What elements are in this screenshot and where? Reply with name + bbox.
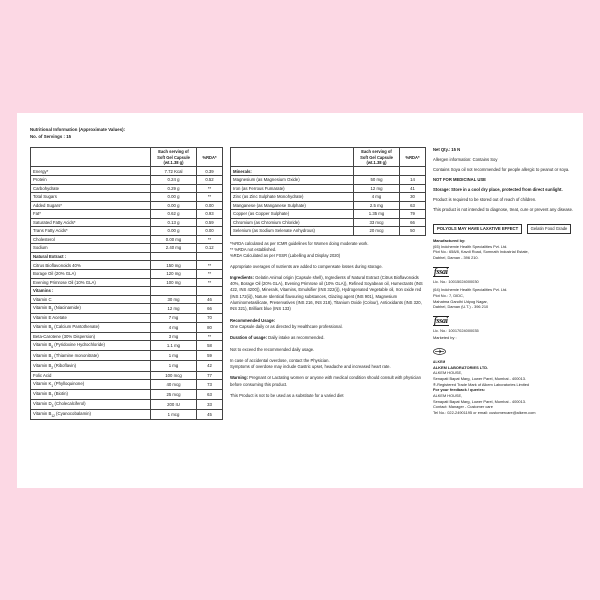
table-row (31, 278, 223, 287)
table-row (31, 304, 223, 314)
product-label-panel (17, 113, 583, 488)
nutrient-rda (400, 167, 426, 176)
nutrient-rda: 59 (197, 351, 223, 361)
nutrient-amount: 0.00 g (151, 193, 197, 202)
nutrient-amount: 1 mg (151, 351, 197, 361)
table-row (31, 167, 223, 176)
nutrient-amount: 0.00 g (151, 227, 197, 236)
nutrient-rda: 70 (197, 314, 223, 323)
alkem-logo-icon (433, 342, 579, 360)
table-row (31, 235, 223, 244)
nutrient-name: Vitamin C (31, 295, 151, 304)
mfr2-line2: Plot No.: 7, DIDC, (433, 292, 464, 298)
serving-header-line1-min: Each serving of (361, 149, 392, 155)
nutrient-name: Selenium (as Sodium Selenate Anhydrous) (231, 227, 354, 236)
company-address (433, 370, 579, 381)
duration-text: Daily intake as recommended. (267, 335, 325, 341)
fssai-logo-1: fssai (434, 266, 448, 276)
nutrient-rda: 79 (400, 210, 426, 219)
feedback-label: For your feedback / queries: (433, 387, 486, 393)
storage-instructions: Storage: Store in a cool dry place, protected from direct sunlight. (433, 187, 563, 193)
feedback-line3: Contact: Manager - Customer care (433, 404, 493, 410)
nutrient-amount: 1.1 mg (151, 341, 197, 351)
ingredients-text: Gelatin Animal origin (Capsule shell), Ingredients of Natural Extract (Citrus Bioflavonoids 40%, Borage Oil (20% GLA), Evening Primrose oil (10% GLA)), Refined Soyabean oil, Humectants (INS 422, INS 4200)), Minerals, Vitamins, Emulsifier (INS 322(i)), Hydrogenated Vegetable oil, Iron oxide red (INS 172(ii)), Nature Identical flavouring substances, Glazing agent (INS 901), Magnesium Aluminometasilicate, Preservatives (INS 216, INS 218), Titanium Oxide (Colour), Antioxidants (INS 320, INS 321), Brilliant blue (INS 133) (230, 274, 423, 312)
serving-header-line3-min: (wt.1.38 g) (366, 160, 387, 166)
nutrient-name: Saturated Fatty Acids* (31, 218, 151, 227)
alkem-wordmark: ALKEM (433, 360, 446, 365)
usage-label: Recommended Usage: (230, 317, 276, 323)
footnote-not-established: ** %RDA not established. (230, 246, 277, 252)
table-row (31, 184, 223, 193)
serving-header-line2: Soft Gel Capsule (157, 154, 190, 160)
table-row (231, 175, 426, 184)
nutrient-name: Total Sugars (31, 193, 151, 202)
nutrient-rda: 58 (197, 341, 223, 351)
manufacturer-1-address (433, 244, 579, 261)
nutrient-rda: 33 (197, 400, 223, 410)
nutrient-name: Vitamin $B_7$ (Biotin) (31, 390, 151, 400)
feedback-line1: ALKEM HOUSE, (433, 392, 463, 398)
label-columns (30, 147, 578, 420)
table-row (31, 227, 223, 236)
nutrient-rda: 0.59 (197, 218, 223, 227)
table-row (31, 210, 223, 219)
nutrient-amount: 0.24 g (151, 175, 197, 184)
table-row (31, 314, 223, 323)
middle-column (230, 147, 426, 399)
nutrient-rda: ** (197, 184, 223, 193)
contact-details: Tel No.: 022-24901195 or email: customercare@alkem.com (433, 409, 536, 415)
nutrient-amount: 30 mg (151, 295, 197, 304)
nutrient-amount: 12 mg (354, 184, 400, 193)
table-row (31, 295, 223, 304)
table-row (31, 361, 223, 371)
nutrient-rda: ** (197, 261, 223, 270)
ingredients-label: Ingredients: (230, 274, 254, 280)
nutrient-amount: 3 mg (151, 332, 197, 341)
serving-header-line3: (wt.1.38 g) (163, 160, 184, 166)
nutrient-name: Chromium (as Chromium Chloride) (231, 218, 354, 227)
manufacturer-2-address (433, 287, 579, 310)
table-group-row (31, 287, 223, 296)
footnote-icmr: *%RDA calculated as per ICMR guidelines for Women doing moderate work. (230, 240, 369, 246)
table-row (31, 322, 223, 332)
nutrient-rda (197, 287, 223, 296)
nutrient-amount: 2.5 mg (354, 201, 400, 210)
table-row (231, 210, 426, 219)
manufactured-by-label: Manufactured by: (433, 237, 466, 243)
nutrient-name: Cholesterol (31, 235, 151, 244)
company-name: ALKEM LABORATORIES LTD. (433, 364, 489, 370)
nutrient-name: Vitamin $B_2$ (Riboflavin) (31, 361, 151, 371)
out-of-reach-note: Product is required to be stored out of reach of children. (433, 197, 537, 203)
soya-allergy-note: Contains Soya oil not recommended for people allergic to peanut or soya. (433, 167, 570, 173)
table-row (31, 218, 223, 227)
nutrient-amount: 25 mcg (151, 390, 197, 400)
nutrient-rda: 0.00 (197, 201, 223, 210)
overage-note: Appropriate overages of nutrients are added to compensate losses during storage. (230, 263, 383, 269)
nutrient-amount: 4 mg (151, 322, 197, 332)
substitute-note: This Product is not to be used as a substitute for a varied diet (230, 393, 344, 399)
alkem-mark-svg (433, 348, 446, 355)
nutrient-name: Vitamin $K_1$ (Phylloquinone) (31, 380, 151, 390)
ingredients-paragraph (230, 275, 426, 313)
nutrition-table-main-body (31, 167, 223, 420)
nutrient-name: Vitamin E Acetate (31, 314, 151, 323)
table-row (231, 218, 426, 227)
nutrient-rda: 46 (197, 295, 223, 304)
table-group-row (31, 252, 223, 261)
nutrient-name: Borage Oil (20% GLA) (31, 270, 151, 279)
col-header-serving-minerals (354, 148, 400, 167)
col-header-serving (151, 148, 197, 167)
warning-label: Warning: (230, 375, 248, 381)
nutrient-amount: 120 mg (151, 270, 197, 279)
nutrient-rda: 77 (197, 371, 223, 380)
nutrient-name: Vitamin $B_6$ (Pyridoxine Hydrochloride) (31, 341, 151, 351)
nutrient-amount: 0.13 g (151, 218, 197, 227)
nutrient-name: Fat* (31, 210, 151, 219)
table-row (231, 201, 426, 210)
nutrient-name: Citrus Bioflavonoids 40% (31, 261, 151, 270)
nutrient-name: Protein (31, 175, 151, 184)
table-row (31, 261, 223, 270)
overdose-line1: In case of accidental overdose, contact the Physician. (230, 357, 330, 363)
not-for-medicinal-use: NOT FOR MEDICINAL USE (433, 177, 486, 183)
nutrient-rda: ** (197, 193, 223, 202)
nutrient-amount (151, 252, 197, 261)
nutrient-amount: 7 mg (151, 314, 197, 323)
rda-footnotes (230, 241, 426, 259)
nutrient-rda: 63 (400, 201, 426, 210)
feedback-address (433, 393, 579, 410)
recommended-usage-block (230, 318, 426, 331)
license-number-1: Lic. No.: 10015024000030 (433, 278, 479, 284)
nutrient-name: Minerals: (231, 167, 354, 176)
nutrient-amount: 0.62 g (151, 210, 197, 219)
not-exceed-note: Not to exceed the recommended daily usage. (230, 346, 315, 352)
nutrient-name: Vitamin $B_3$ (Niacinamide) (31, 304, 151, 314)
nutrient-rda: 45 (197, 410, 223, 420)
fssai-logo-2: fssai (434, 315, 448, 325)
nutritional-header (30, 127, 578, 140)
overdose-line2: Symptoms of overdose may include Gastric upset, headache and increased heart rate. (230, 364, 391, 370)
nutrient-rda: ** (197, 278, 223, 287)
nutrient-rda: 0.12 (197, 244, 223, 253)
nutrient-rda: 0.39 (197, 167, 223, 176)
nutrient-rda: 66 (197, 304, 223, 314)
nutrient-amount (151, 287, 197, 296)
nutrient-amount: 33 mcg (354, 218, 400, 227)
table-row (31, 351, 223, 361)
polyols-laxative-box: POLYOLS MAY HAVE LAXATIVE EFFECT (433, 224, 522, 234)
company-addr-line1: ALKEM HOUSE, (433, 370, 463, 376)
table-row (31, 270, 223, 279)
net-quantity: Net Qty.: 15 N (433, 147, 461, 153)
table-row (31, 193, 223, 202)
nutrient-name: Magnesium (as Magnesium Oxide) (231, 175, 354, 184)
license-number-2: Lic. No.: 10017024000035 (433, 327, 479, 333)
company-addr-line2: Senapati Bapat Marg, Lower Parel, Mumbai - 400013. (433, 375, 526, 381)
col-header-rda-minerals: %RDA* (400, 148, 426, 167)
nutrient-amount: 0.00 g (151, 201, 197, 210)
nutrition-table-main (30, 147, 223, 420)
nutrient-name: Manganese (as Manganese Sulphate) (231, 201, 354, 210)
nutrient-name: Evening Primrose Oil (10% GLA) (31, 278, 151, 287)
nutrient-amount: 20 mcg (354, 227, 400, 236)
nutrient-rda: 42 (197, 361, 223, 371)
footnote-fssr: %RDA Calculated as per FSSR (Labelling and Display 2020) (230, 252, 341, 258)
nutrient-rda: 50 (400, 227, 426, 236)
nutrient-name: Energy* (31, 167, 151, 176)
health-disclaimer: This product is not intended to diagnose, treat, cure or prevent any disease. (433, 207, 574, 213)
servings-count: No. of Servings : 15 (30, 133, 72, 139)
nutrient-name: Sodium (31, 244, 151, 253)
nutrient-rda: 0.93 (197, 210, 223, 219)
nutrient-name: Beta-Carotene (30% Dispersion) (31, 332, 151, 341)
nutrient-rda: ** (197, 270, 223, 279)
table-row (231, 184, 426, 193)
left-column (30, 147, 223, 420)
right-column (433, 147, 579, 415)
nutrient-amount: 4 mg (354, 193, 400, 202)
trademark-note: ®-Registered Trade Mark of Alkem Laboratories Limited (433, 381, 530, 387)
nutrient-rda: 30 (400, 193, 426, 202)
nutrition-table-minerals (230, 147, 426, 236)
mfr2-line4: Dabhel, Daman (U.T.) - 396 210 (433, 304, 489, 310)
table-row (231, 193, 426, 202)
nutrient-amount: 12 mg (151, 304, 197, 314)
nutrient-amount: 7.72 Kcal (151, 167, 197, 176)
nutrient-amount: 50 mg (354, 175, 400, 184)
mfr1-line2: Plot No.: 658/8, Kavdi Road, Somnath Industrial Estate, (433, 249, 529, 255)
table-row (31, 341, 223, 351)
table-row (31, 390, 223, 400)
marketed-by-label: Marketed by : (433, 335, 457, 341)
table-row (31, 201, 223, 210)
table-row (31, 175, 223, 184)
nutrient-name: Trans Fatty Acids* (31, 227, 151, 236)
col-header-mineral (231, 148, 354, 167)
warning-text: Pregnant or Lactating women or anyone with medical condition should consult with physician before consuming this product. (230, 375, 421, 387)
nutrient-name: Added Sugars* (31, 201, 151, 210)
nutrient-name: Natural Extract : (31, 252, 151, 261)
nutrient-rda (197, 252, 223, 261)
nutrient-amount: 200 IU (151, 400, 197, 410)
duration-label: Duration of usage: (230, 335, 267, 341)
nutrient-rda: 66 (400, 218, 426, 227)
col-header-rda: %RDA* (197, 148, 223, 167)
serving-header-line2-min: Soft Gel Capsule (360, 154, 393, 160)
nutrient-rda: 41 (400, 184, 426, 193)
nutrient-amount: 150 mg (151, 261, 197, 270)
nutrient-rda: 0.52 (197, 175, 223, 184)
nutrient-amount: 100 mg (151, 278, 197, 287)
nutrient-name: Vitamin $B_{12}$ (Cyanocobalamin) (31, 410, 151, 420)
mfr1-line1: (65) Indchemie Health Specialities Pvt. Ltd. (433, 243, 508, 249)
mfr2-line1: (64) Indchemie Health Specialities Pvt. Ltd. (433, 287, 508, 293)
warning-paragraph (230, 375, 426, 388)
nutrient-name: Vitamin $D_3$ (Cholecalciferol) (31, 400, 151, 410)
nutrient-name: Zinc (as Zinc Sulphate Monohydrate) (231, 193, 354, 202)
table-row (231, 227, 426, 236)
mfr2-line3: Mahatma Gandhi Udyog Nagar, (433, 298, 488, 304)
nutrient-rda: 0.00 (197, 227, 223, 236)
nutrient-rda: 63 (197, 390, 223, 400)
nutrient-rda: 73 (197, 380, 223, 390)
nutrient-name: Carbohydrate (31, 184, 151, 193)
nutritional-info-title: Nutritional Information (Approximate Values): (30, 127, 126, 132)
nutrient-rda: ** (197, 332, 223, 341)
nutrient-amount: 2.40 mg (151, 244, 197, 253)
nutrient-amount: 1 mg (151, 361, 197, 371)
nutrient-rda: 80 (197, 322, 223, 332)
nutrient-amount: 1.35 mg (354, 210, 400, 219)
nutrient-amount: 40 mcg (151, 380, 197, 390)
nutrient-name: Vitamin $B_1$ (Thiamine mononitrate) (31, 351, 151, 361)
nutrient-rda: 14 (400, 175, 426, 184)
serving-header-line1: Each serving of (158, 149, 189, 155)
mfr1-line3: Dabhel, Daman - 396 210. (433, 254, 479, 260)
nutrient-name: Iron (as Ferrous Fumarate) (231, 184, 354, 193)
overdose-block (230, 358, 426, 371)
nutrient-amount: 0.00 mg (151, 235, 197, 244)
feedback-line2: Senapati Bapat Marg, Lower Parel, Mumbai - 400013. (433, 398, 526, 404)
nutrient-amount (354, 167, 400, 176)
nutrient-amount: 1 mcg (151, 410, 197, 420)
table-row (31, 380, 223, 390)
nutrient-name: Folic Acid (31, 371, 151, 380)
table-row (31, 400, 223, 410)
minerals-header-row (231, 148, 426, 167)
col-header-nutrient (31, 148, 151, 167)
gelatin-food-grade-box: Gelatin Food Grade (527, 224, 572, 234)
nutrient-name: Copper (as Copper Sulphate) (231, 210, 354, 219)
table-row (31, 244, 223, 253)
allergen-information: Allergen information: Contains Soy (433, 157, 498, 163)
nutrient-rda: ** (197, 235, 223, 244)
usage-text: One Capsule daily or as directed by Healthcare professional. (230, 323, 343, 329)
table-header-row (31, 148, 223, 167)
nutrition-table-minerals-body (231, 167, 426, 235)
duration-of-usage (230, 335, 426, 341)
nutrient-amount: 0.29 g (151, 184, 197, 193)
table-group-row (231, 167, 426, 176)
table-row (31, 332, 223, 341)
table-row (31, 371, 223, 380)
nutrient-name: Vitamin $B_5$ (Calcium Pantothenate) (31, 322, 151, 332)
nutrient-name: Vitamins : (31, 287, 151, 296)
table-row (31, 410, 223, 420)
nutrient-amount: 100 mcg (151, 371, 197, 380)
